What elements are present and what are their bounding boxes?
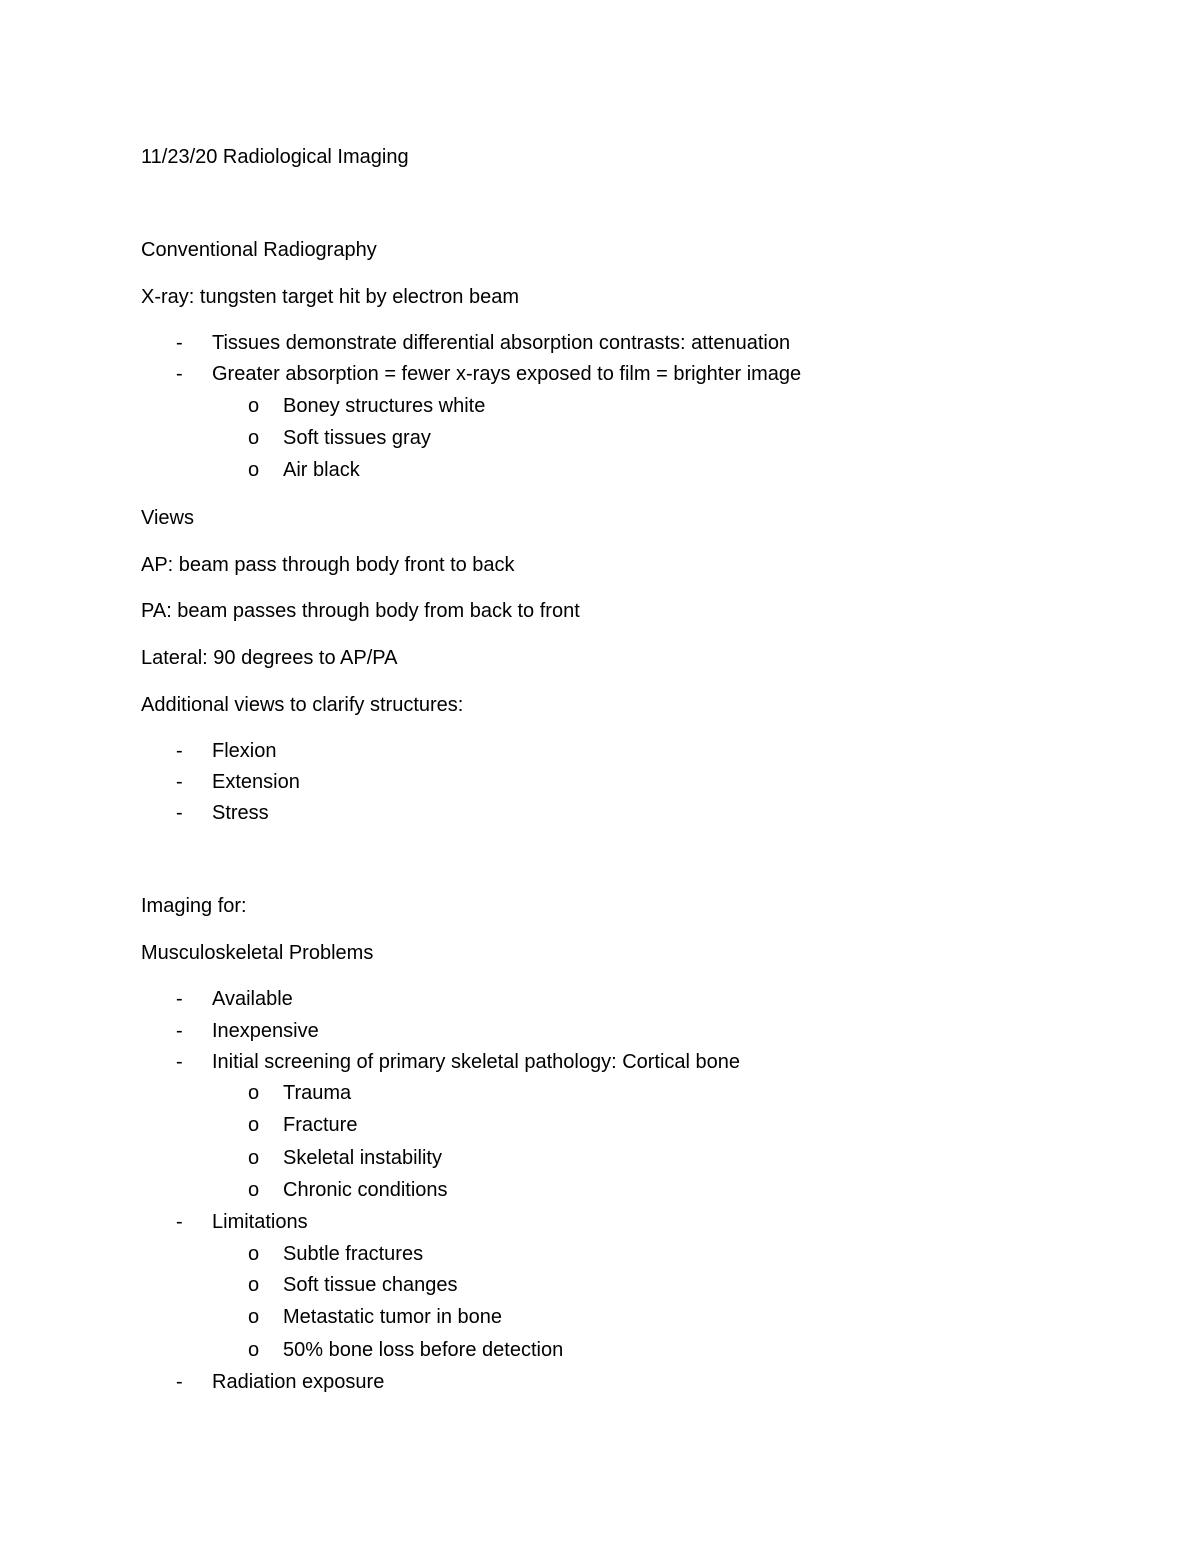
dash-bullet: -: [176, 1371, 183, 1393]
circle-bullet: o: [248, 1274, 260, 1296]
dash-bullet: -: [176, 1211, 183, 1233]
circle-bullet: o: [248, 1082, 260, 1104]
dash-bullet: -: [176, 363, 183, 385]
dash-bullet: -: [176, 771, 183, 793]
circle-bullet: o: [248, 1243, 260, 1265]
circle-bullet: o: [248, 1339, 260, 1361]
circle-bullet: o: [248, 427, 260, 449]
dash-bullet: -: [176, 1051, 183, 1073]
circle-bullet: o: [248, 1114, 260, 1136]
document-page: 11/23/20 Radiological Imaging Conventional Radiography X-ray: tungsten target hit by electron beam - Tissues demonstrate differential absorption contrasts: attenuation - Greater absorption = fewer x-rays exposed to film = brighter image o Boney structures white o Soft tissues gray o Air black Views AP: beam pass through body front to back PA: beam passes through body from back to front Lateral: 90 degrees to AP/PA Additional views to clarify structures: - Flexion - Extension - Stress Imaging for: Musculoskeletal Problems - Available - Inexpensive - Initial screening of primary skeletal pathology: Cortical bone o Trauma o Fracture o Skeletal instability o Chronic conditions - Limitations o Subtle fractures o Soft tissue changes o Metastatic tumor in bone o 50% bone loss before detection - Radiation exposure: [141, 146, 802, 1393]
dash-bullet: -: [176, 1020, 183, 1042]
circle-bullet: o: [248, 1179, 260, 1201]
circle-bullet: o: [248, 1147, 260, 1169]
dash-bullet: -: [176, 332, 183, 354]
dash-bullet: -: [176, 988, 183, 1010]
dash-bullet: -: [176, 740, 183, 762]
circle-bullet: o: [248, 459, 260, 481]
circle-bullet: o: [248, 395, 260, 417]
circle-bullet: o: [248, 1306, 260, 1328]
dash-bullet: -: [176, 802, 183, 824]
